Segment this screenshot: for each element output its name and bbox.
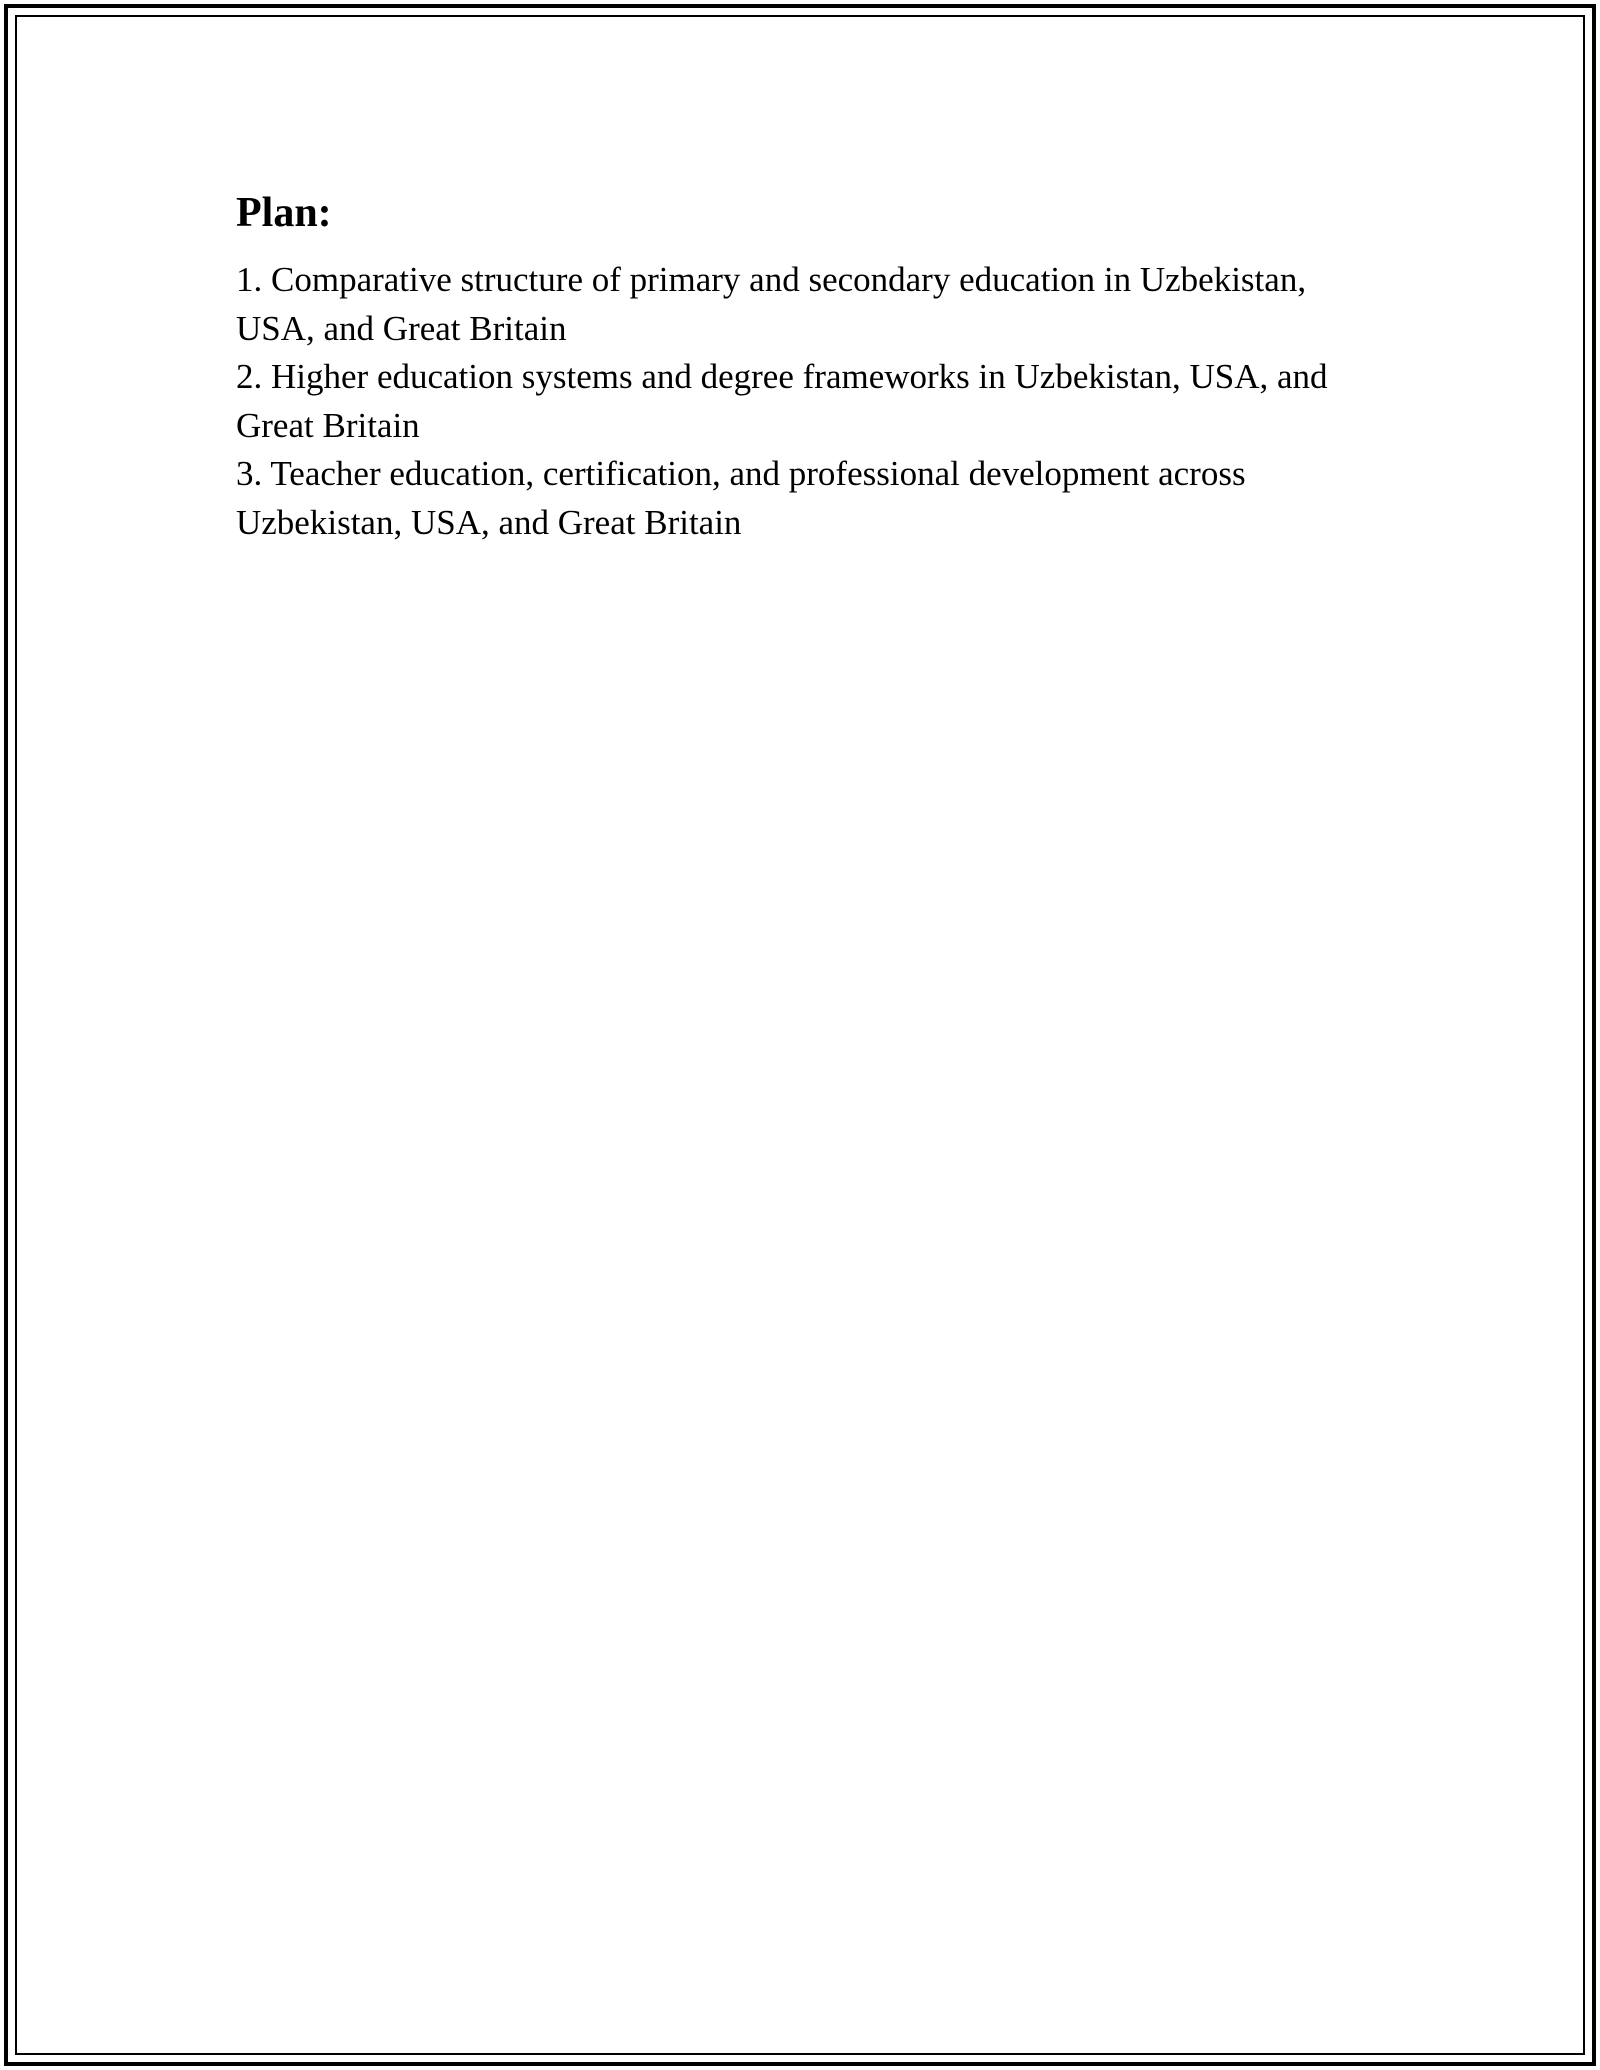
plan-item-1: 1. Comparative structure of primary and secondary education in Uzbekistan, USA, and Great Britain [236, 260, 1307, 348]
plan-item-2: 2. Higher education systems and degree frameworks in Uzbekistan, USA, and Great Britain [236, 357, 1328, 445]
plan-title: Plan: [236, 190, 332, 236]
plan-list [236, 256, 1366, 547]
document-content [236, 186, 1376, 547]
plan-item-3: 3. Teacher education, certification, and professional development across Uzbekistan, USA, and Great Britain [236, 454, 1246, 542]
